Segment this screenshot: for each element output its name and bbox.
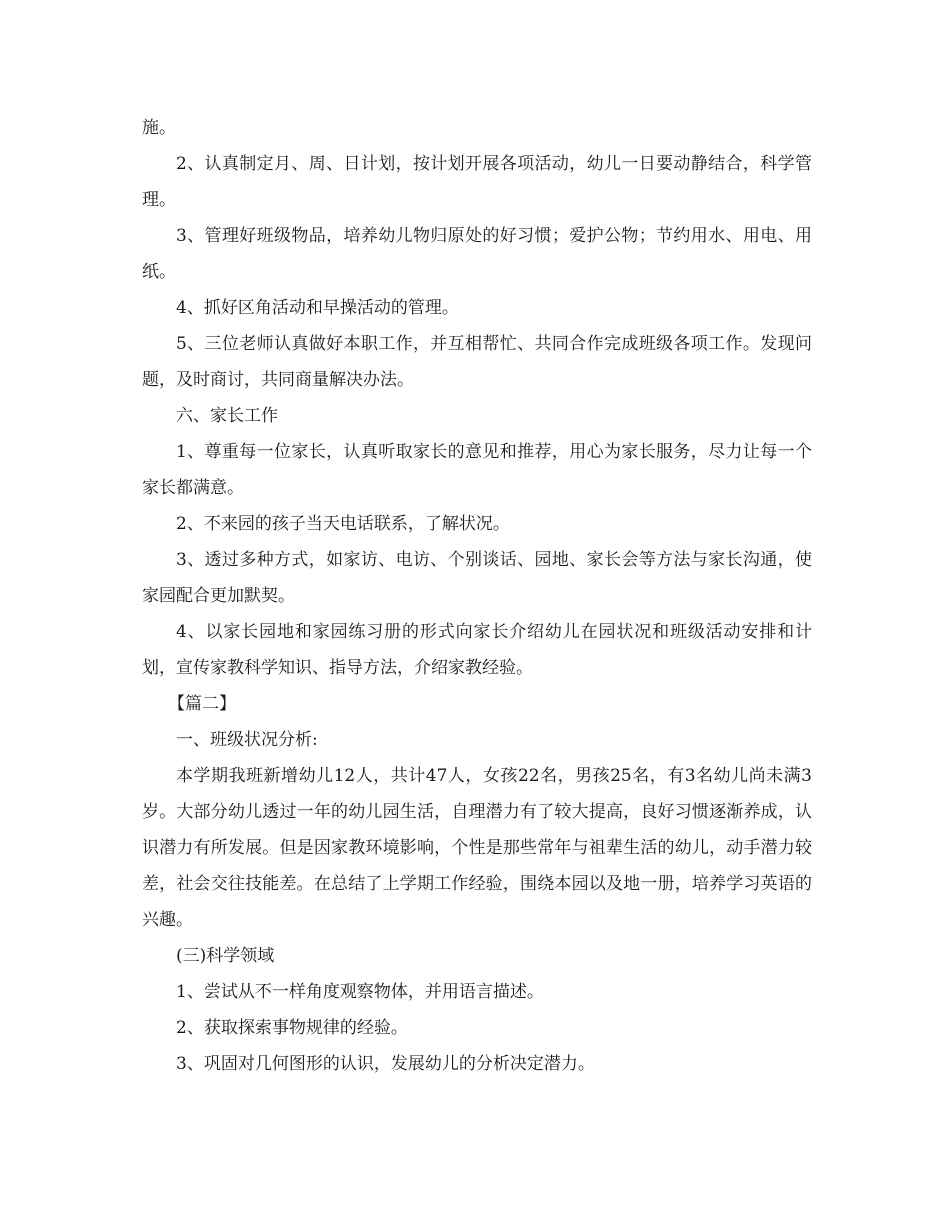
paragraph-item-2: 2、认真制定月、周、日计划，按计划开展各项活动，幼儿一日要动静结合，科学管理。 bbox=[142, 154, 812, 210]
section-heading-class-analysis: 一、班级状况分析: bbox=[176, 730, 318, 750]
parent-item-2: 2、不来园的孩子当天电话联系，了解状况。 bbox=[176, 514, 510, 534]
science-item-1: 1、尝试从不一样角度观察物体，并用语言描述。 bbox=[176, 982, 544, 1002]
parent-item-3: 3、透过多种方式，如家访、电访、个别谈话、园地、家长会等方法与家长沟通，使家园配合更加默契。 bbox=[142, 550, 812, 606]
paragraph-continuation: 施。 bbox=[142, 118, 176, 138]
science-item-3: 3、巩固对几何图形的认识，发展幼儿的分析决定潜力。 bbox=[176, 1054, 595, 1074]
class-analysis-paragraph: 本学期我班新增幼儿12人，共计47人，女孩22名，男孩25名，有3名幼儿尚未满3岁。大部分幼儿透过一年的幼儿园生活，自理潜力有了较大提高，良好习惯逐渐养成，认识潜力有所发展。但是因家教环境影响，个性是那些常年与祖辈生活的幼儿，动手潜力较差，社会交往技能差。在总结了上学期工作经验，围绕本园以及地一册，培养学习英语的兴趣。 bbox=[142, 766, 812, 930]
document-body bbox=[142, 110, 812, 1082]
part-two-heading: 【篇二】 bbox=[168, 694, 236, 714]
section-heading-parent-work: 六、家长工作 bbox=[176, 406, 278, 426]
paragraph-item-3: 3、管理好班级物品，培养幼儿物归原处的好习惯；爱护公物；节约用水、用电、用纸。 bbox=[142, 226, 812, 282]
paragraph-item-5: 5、三位老师认真做好本职工作，并互相帮忙、共同合作完成班级各项工作。发现问题，及时商讨，共同商量解决办法。 bbox=[142, 334, 812, 390]
parent-item-4: 4、以家长园地和家园练习册的形式向家长介绍幼儿在园状况和班级活动安排和计划，宣传家教科学知识、指导方法，介绍家教经验。 bbox=[142, 622, 812, 678]
science-item-2: 2、获取探索事物规律的经验。 bbox=[176, 1018, 408, 1038]
paragraph-item-4: 4、抓好区角活动和早操活动的管理。 bbox=[176, 298, 459, 318]
section-heading-science: (三)科学领域 bbox=[176, 946, 275, 966]
parent-item-1: 1、尊重每一位家长，认真听取家长的意见和推荐，用心为家长服务，尽力让每一个家长都满意。 bbox=[142, 442, 812, 498]
